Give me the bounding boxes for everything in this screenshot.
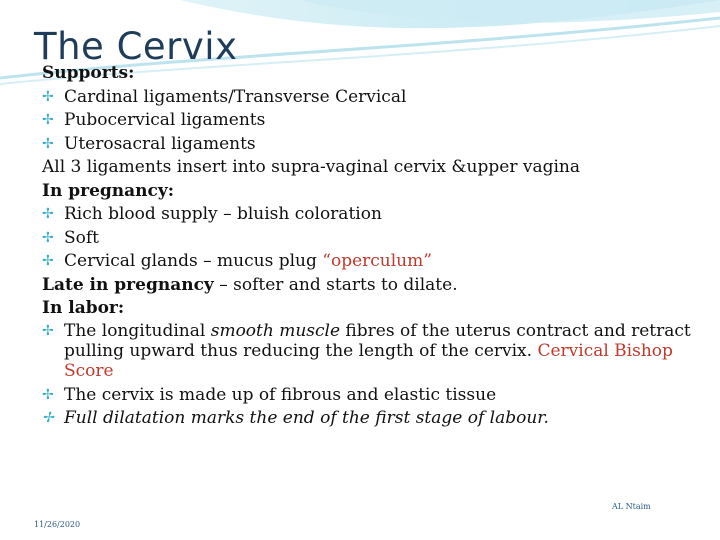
- list-item: ✢ Soft: [42, 227, 692, 251]
- bullet-icon: ✢: [42, 322, 54, 339]
- bullet-icon: ✢: [42, 88, 54, 105]
- list-item: ✢ Pubocervical ligaments: [42, 109, 692, 133]
- insert-line: All 3 ligaments insert into supra-vaginal cervix &upper vagina: [42, 157, 581, 177]
- footer-date: 11/26/2020: [34, 520, 81, 529]
- bishop-score-highlight: Cervical Bishop Score: [64, 340, 673, 381]
- list-item: ✢ The cervix is made up of fibrous and elastic tissue: [42, 384, 692, 408]
- labor-heading: In labor:: [42, 298, 125, 318]
- bullet-icon: ✢: [42, 386, 54, 403]
- late-pregnancy-line: Late in pregnancy – softer and starts to dilate.: [42, 274, 458, 295]
- operculum-highlight: “operculum”: [322, 251, 432, 271]
- bullet-icon: ✢: [42, 206, 54, 222]
- slide-title: The Cervix: [34, 25, 238, 68]
- footer-author: AL Ntaim: [612, 502, 651, 511]
- bullet-icon: ✢: [42, 112, 54, 128]
- list-item: ✢ Full dilatation marks the end of the first stage of labour.: [42, 407, 692, 431]
- list-item: ✢ Uterosacral ligaments: [42, 133, 692, 157]
- supports-heading: Supports:: [42, 63, 135, 83]
- list-item: ✢ Cervical glands – mucus plug “operculum”: [42, 250, 692, 274]
- pregnancy-heading: In pregnancy:: [42, 180, 175, 201]
- bullet-icon: ✢: [42, 410, 54, 426]
- list-item: ✢ Rich blood supply – bluish coloration: [42, 203, 692, 227]
- slide-body: [42, 62, 692, 431]
- bullet-icon: ✢: [42, 135, 54, 152]
- list-item: ✢ The longitudinal smooth muscle fibres of the uterus contract and retract pulling upward thus reducing the length of the cervix. Cervical Bishop Score: [42, 320, 691, 381]
- bullet-icon: ✢: [42, 229, 54, 246]
- bullet-icon: ✢: [42, 253, 54, 269]
- list-item: ✢ Cardinal ligaments/Transverse Cervical: [42, 86, 692, 110]
